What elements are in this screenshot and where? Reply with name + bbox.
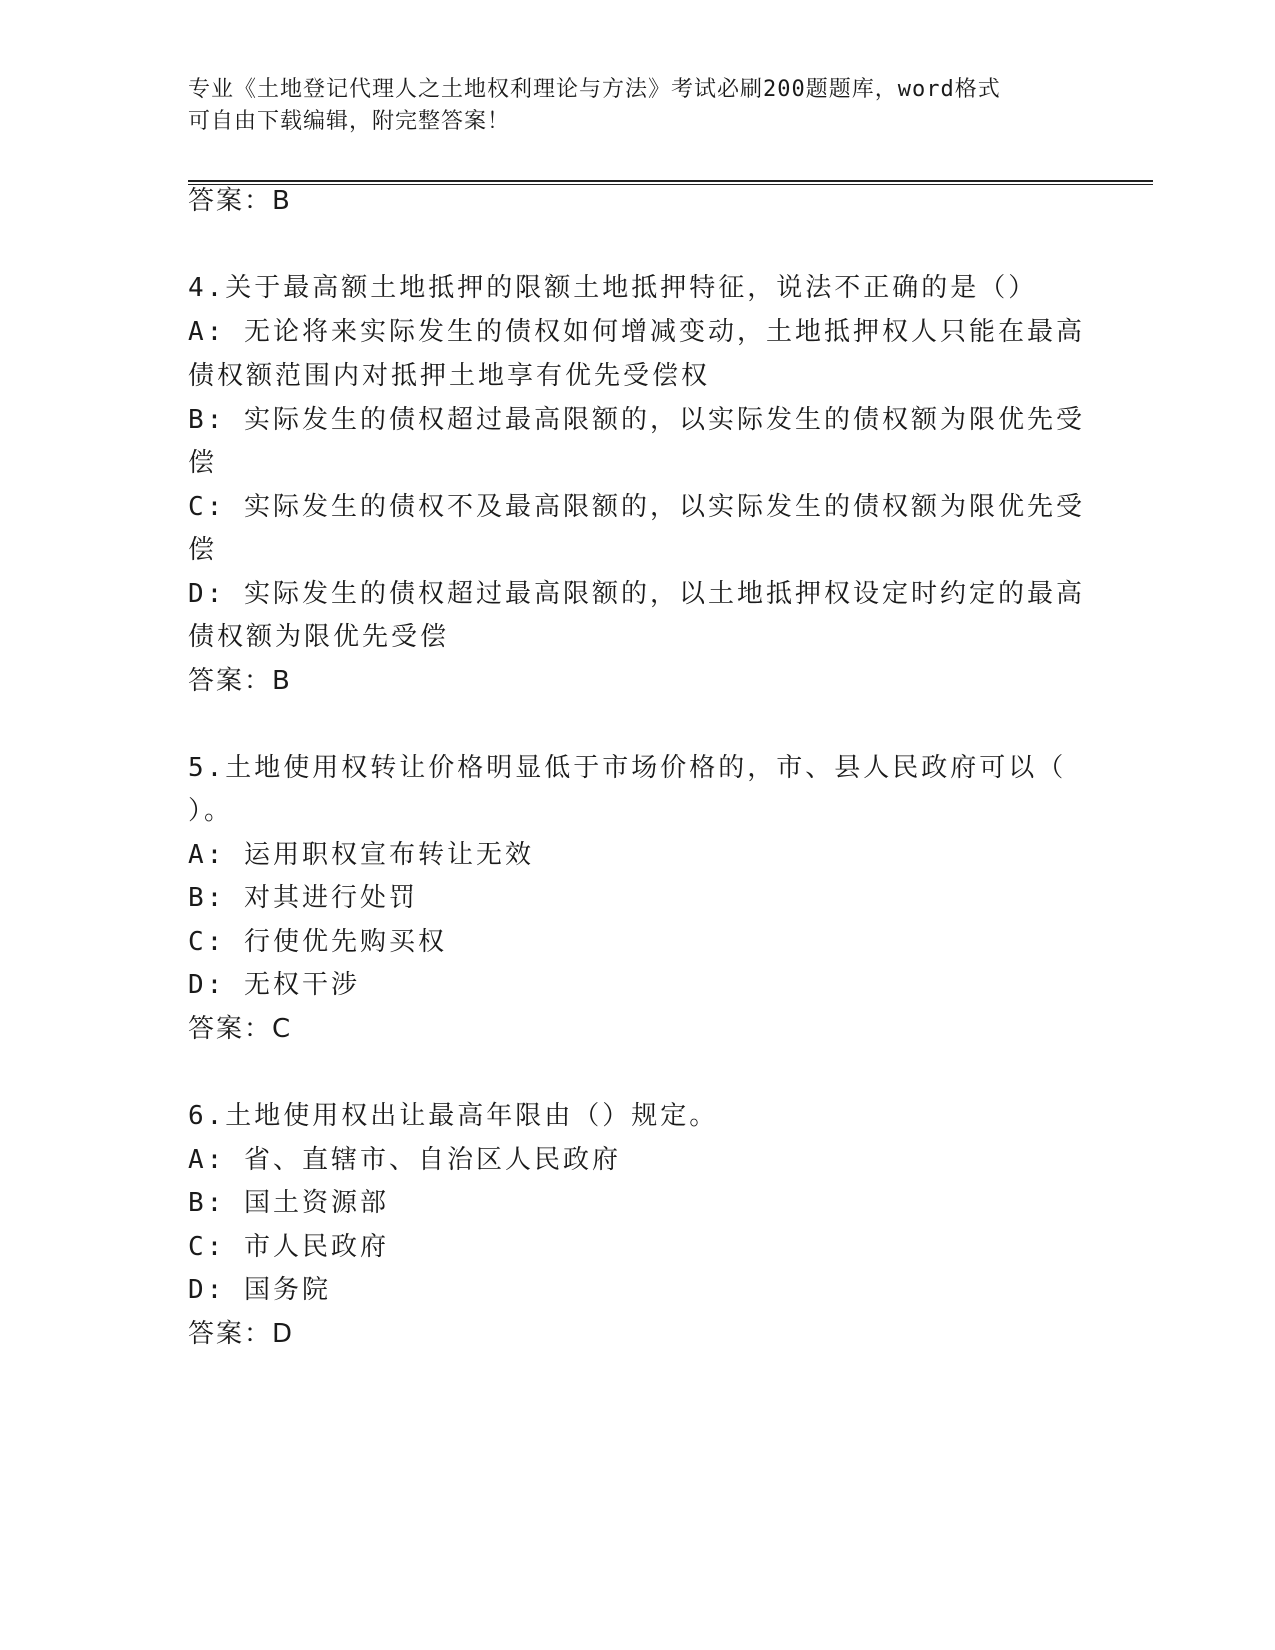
question-6-option-b: B: 国土资源部 [188, 1188, 389, 1218]
question-4-text: 4.关于最高额土地抵押的限额土地抵押特征，说法不正确的是（） [188, 273, 1038, 303]
question-6-option-a: A: 省、直辖市、自治区人民政府 [188, 1145, 621, 1175]
question-6-text: 6.土地使用权出让最高年限由（）规定。 [188, 1101, 719, 1131]
question-4-option-c-line-1: C: 实际发生的债权不及最高限额的，以实际发生的债权额为限优先受 [188, 492, 1085, 522]
question-6-option-c: C: 市人民政府 [188, 1232, 389, 1262]
question-4-option-a-line-1: A: 无论将来实际发生的债权如何增减变动，土地抵押权人只能在最高 [188, 317, 1085, 347]
question-4-option-c-line-2: 偿 [188, 535, 218, 565]
question-5-option-d: D: 无权干涉 [188, 970, 360, 1000]
header-divider [188, 180, 1153, 185]
question-5-option-c: C: 行使优先购买权 [188, 927, 447, 957]
document-header [188, 74, 1088, 138]
question-5-answer: 答案：C [188, 1014, 293, 1044]
question-4-option-d-line-2: 债权额为限优先受偿 [188, 622, 450, 652]
question-4-option-a-line-2: 债权额范围内对抵押土地享有优先受偿权 [188, 361, 711, 391]
question-5-text-line-1: 5.土地使用权转让价格明显低于市场价格的，市、县人民政府可以（ [188, 753, 1067, 783]
question-4-option-b-line-1: B: 实际发生的债权超过最高限额的，以实际发生的债权额为限优先受 [188, 405, 1085, 435]
question-6-answer: 答案：D [188, 1319, 295, 1349]
question-6-option-d: D: 国务院 [188, 1275, 331, 1305]
question-4-option-b-line-2: 偿 [188, 448, 218, 478]
question-4-option-d-line-1: D: 实际发生的债权超过最高限额的，以土地抵押权设定时约定的最高 [188, 579, 1085, 609]
question-5-option-a: A: 运用职权宣布转让无效 [188, 840, 534, 870]
header-line-1: 专业《土地登记代理人之土地权利理论与方法》考试必刷200题题库，word格式 [188, 77, 1001, 102]
header-line-2: 可自由下载编辑，附完整答案！ [188, 109, 511, 134]
previous-answer: 答案：B [188, 186, 292, 216]
question-5-text-line-2: ）。 [188, 796, 234, 826]
question-5-option-b: B: 对其进行处罚 [188, 883, 418, 913]
question-4-answer: 答案：B [188, 666, 292, 696]
